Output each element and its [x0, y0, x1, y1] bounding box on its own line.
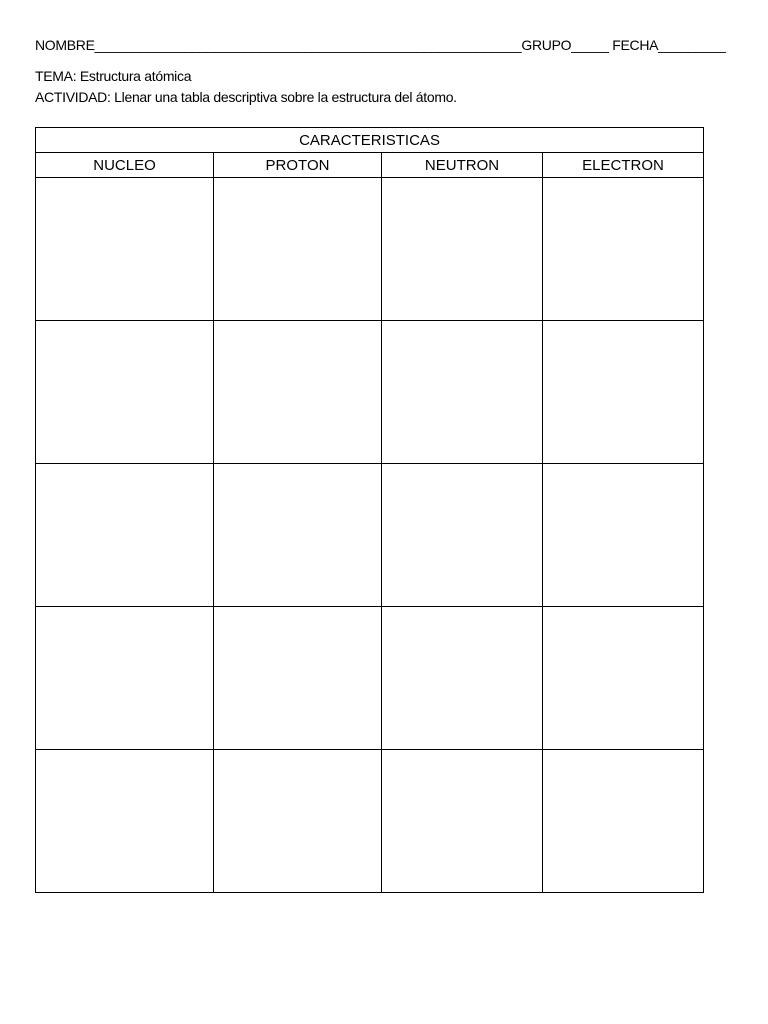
table-row: [36, 750, 704, 893]
table-cell[interactable]: [36, 750, 214, 893]
table-cell[interactable]: [36, 464, 214, 607]
table-caption: CARACTERISTICAS: [36, 128, 704, 153]
table-cell[interactable]: [382, 750, 543, 893]
characteristics-table: [35, 127, 704, 893]
table-cell[interactable]: [543, 321, 704, 464]
table-row: [36, 178, 704, 321]
table-cell[interactable]: [382, 321, 543, 464]
table-cell[interactable]: [36, 607, 214, 750]
table-cell[interactable]: [543, 607, 704, 750]
column-header-proton: PROTON: [214, 153, 382, 178]
table-cell[interactable]: [382, 464, 543, 607]
column-header-electron: ELECTRON: [543, 153, 704, 178]
table-cell[interactable]: [214, 607, 382, 750]
table-row: [36, 607, 704, 750]
table-cell[interactable]: [382, 178, 543, 321]
table-cell[interactable]: [214, 178, 382, 321]
table-cell[interactable]: [382, 607, 543, 750]
column-header-nucleo: NUCLEO: [36, 153, 214, 178]
table-cell[interactable]: [543, 750, 704, 893]
table-cell[interactable]: [543, 464, 704, 607]
table-row: [36, 464, 704, 607]
table-cell[interactable]: [214, 750, 382, 893]
table-cell[interactable]: [36, 178, 214, 321]
activity-line: ACTIVIDAD: Llenar una tabla descriptiva sobre la estructura del átomo.: [35, 89, 457, 105]
topic-line: TEMA: Estructura atómica: [35, 68, 192, 84]
column-header-neutron: NEUTRON: [382, 153, 543, 178]
table-cell[interactable]: [214, 464, 382, 607]
table-cell[interactable]: [36, 321, 214, 464]
table-cell[interactable]: [214, 321, 382, 464]
table-row: [36, 321, 704, 464]
name-group-date-line: NOMBRE_________________________________________________________GRUPO_____ FECHA_________: [35, 37, 726, 53]
table-cell[interactable]: [543, 178, 704, 321]
